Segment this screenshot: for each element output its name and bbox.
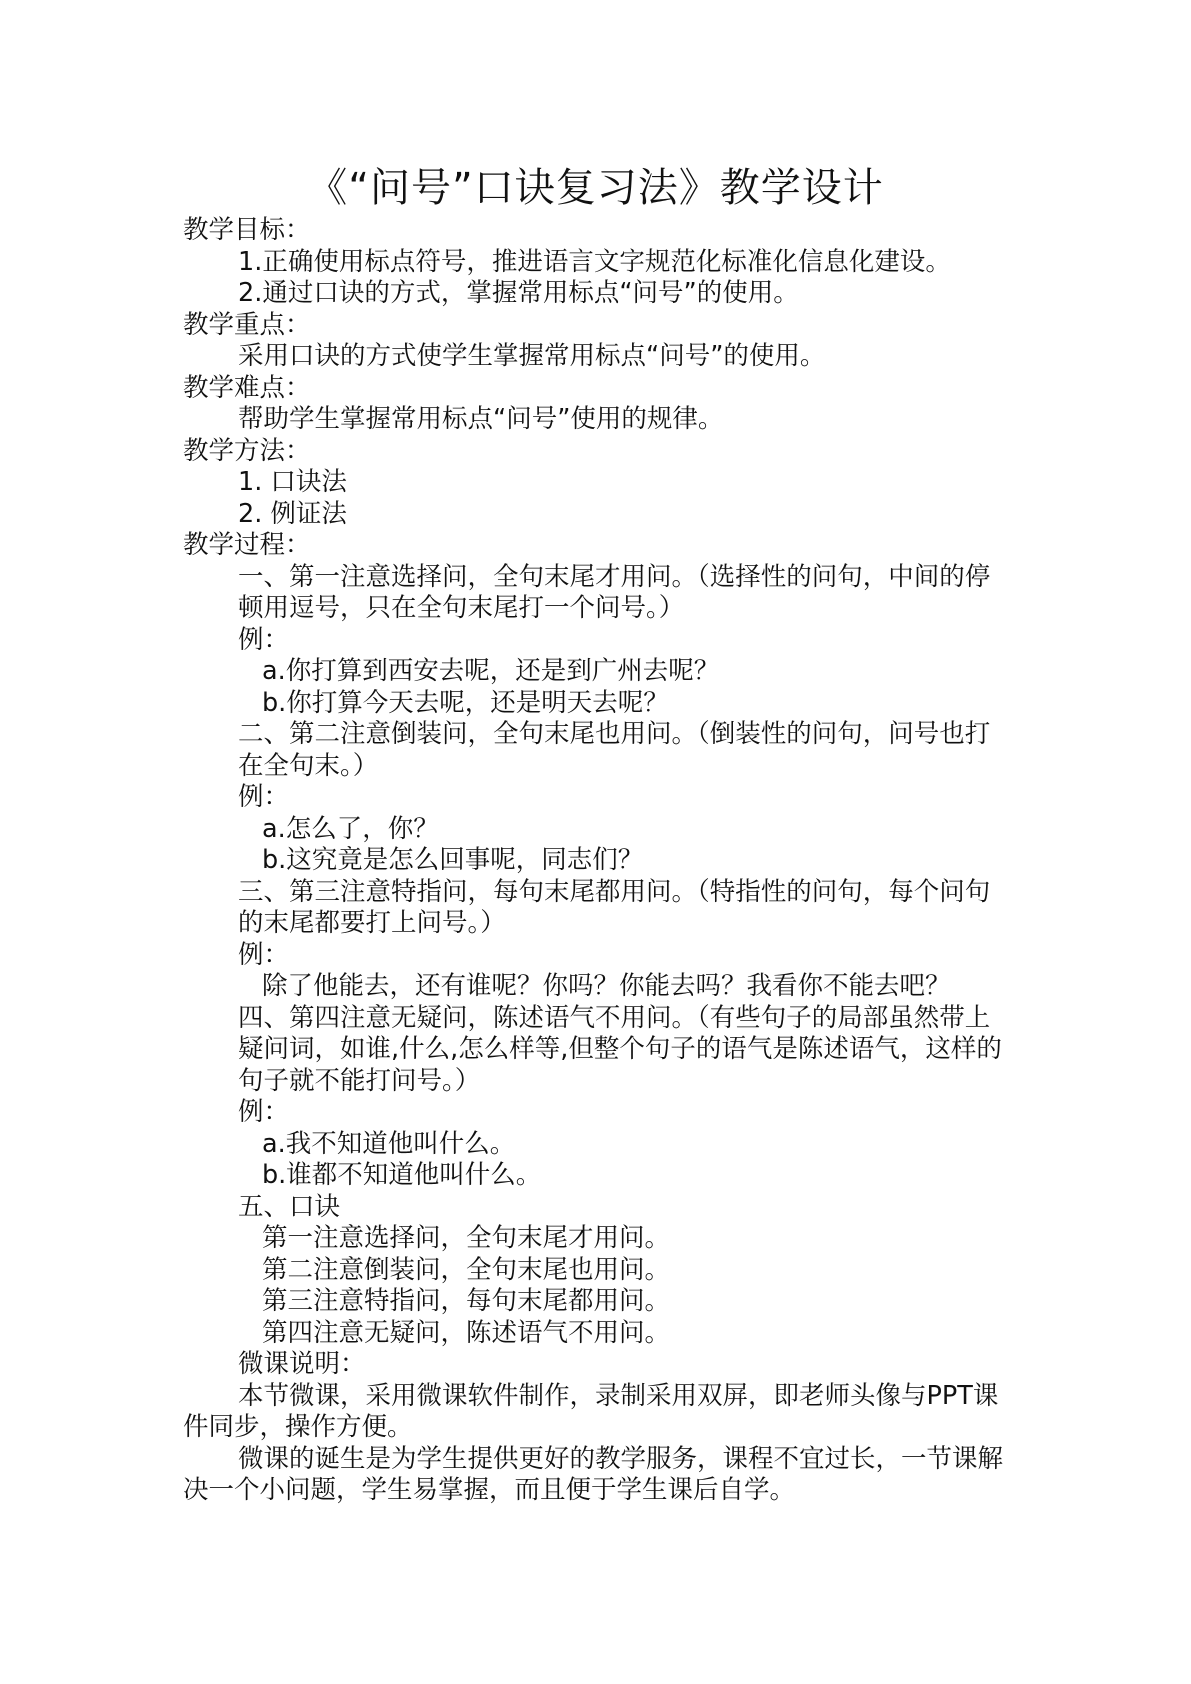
document-body (183, 215, 1013, 1507)
method-item: 2. 例证法 (238, 498, 347, 529)
rhyme-line: 第一注意选择问，全句末尾才用问。 (262, 1223, 671, 1253)
example-sentence: a.怎么了，你？ (262, 813, 439, 844)
difficulty-heading: 教学难点： (183, 372, 311, 403)
rule-text: 四、第四注意无疑问，陈述语气不用问。（有些句子的局部虽然带上疑问词，如谁,什么,怎么样等,但整个句子的语气是陈述语气，这样的句子就不能打问号。） (238, 1002, 1002, 1096)
methods-heading: 教学方法： (183, 435, 311, 466)
key-point-heading: 教学重点： (183, 309, 311, 340)
example-sentence: b.这究竟是怎么回事呢，同志们？ (262, 845, 644, 875)
method-item: 1. 口诀法 (238, 467, 347, 497)
rhyme-line: 第三注意特指问，每句末尾都用问。 (262, 1286, 671, 1316)
micro-lesson-paragraph: 本节微课，采用微课软件制作，录制采用双屏，即老师头像与PPT课件同步，操作方便。 (183, 1380, 999, 1442)
page-title: 《“问号”口诀复习法》教学设计 (307, 165, 884, 211)
rule-text: 二、第二注意倒装问，全句末尾也用问。（倒装性的问句，问号也打在全句末。） (238, 719, 991, 781)
goals-heading: 教学目标： (183, 215, 311, 245)
example-sentence: b.你打算今天去呢，还是明天去呢？ (262, 687, 669, 718)
example-sentence: b.谁都不知道他叫什么。 (262, 1160, 542, 1190)
example-label: 例： (238, 939, 290, 970)
example-label: 例： (238, 1097, 290, 1127)
process-heading: 教学过程： (183, 530, 311, 560)
micro-lesson-heading: 微课说明： (238, 1349, 366, 1379)
rhyme-line: 第二注意倒装问，全句末尾也用问。 (262, 1254, 671, 1285)
key-point-text: 采用口诀的方式使学生掌握常用标点“问号”的使用。 (238, 341, 826, 371)
example-label: 例： (238, 782, 290, 812)
example-label: 例： (238, 624, 290, 655)
rhyme-line: 第四注意无疑问，陈述语气不用问。 (262, 1317, 671, 1348)
micro-lesson-paragraph: 微课的诞生是为学生提供更好的教学服务，课程不宜过长，一节课解决一个小问题，学生易掌握，而且便于学生课后自学。 (183, 1443, 1004, 1505)
example-sentence: a.你打算到西安去呢，还是到广州去呢？ (262, 656, 720, 686)
goal-item: 2.通过口诀的方式，掌握常用标点“问号”的使用。 (238, 278, 799, 308)
rule-text: 三、第三注意特指问，每句末尾都用问。（特指性的问句，每个问句的末尾都要打上问号。） (238, 876, 991, 938)
example-sentence: a.我不知道他叫什么。 (262, 1128, 516, 1159)
difficulty-text: 帮助学生掌握常用标点“问号”使用的规律。 (238, 404, 724, 434)
rhyme-heading: 五、口诀 (238, 1191, 341, 1222)
rule-text: 一、第一注意选择问，全句末尾才用问。（选择性的问句，中间的停顿用逗号，只在全句末尾打一个问号。） (238, 561, 991, 623)
goal-item: 1.正确使用标点符号，推进语言文字规范化标准化信息化建设。 (238, 246, 951, 277)
example-sentence: 除了他能去，还有谁呢？你吗？你能去吗？我看你不能去吧？ (262, 971, 951, 1001)
